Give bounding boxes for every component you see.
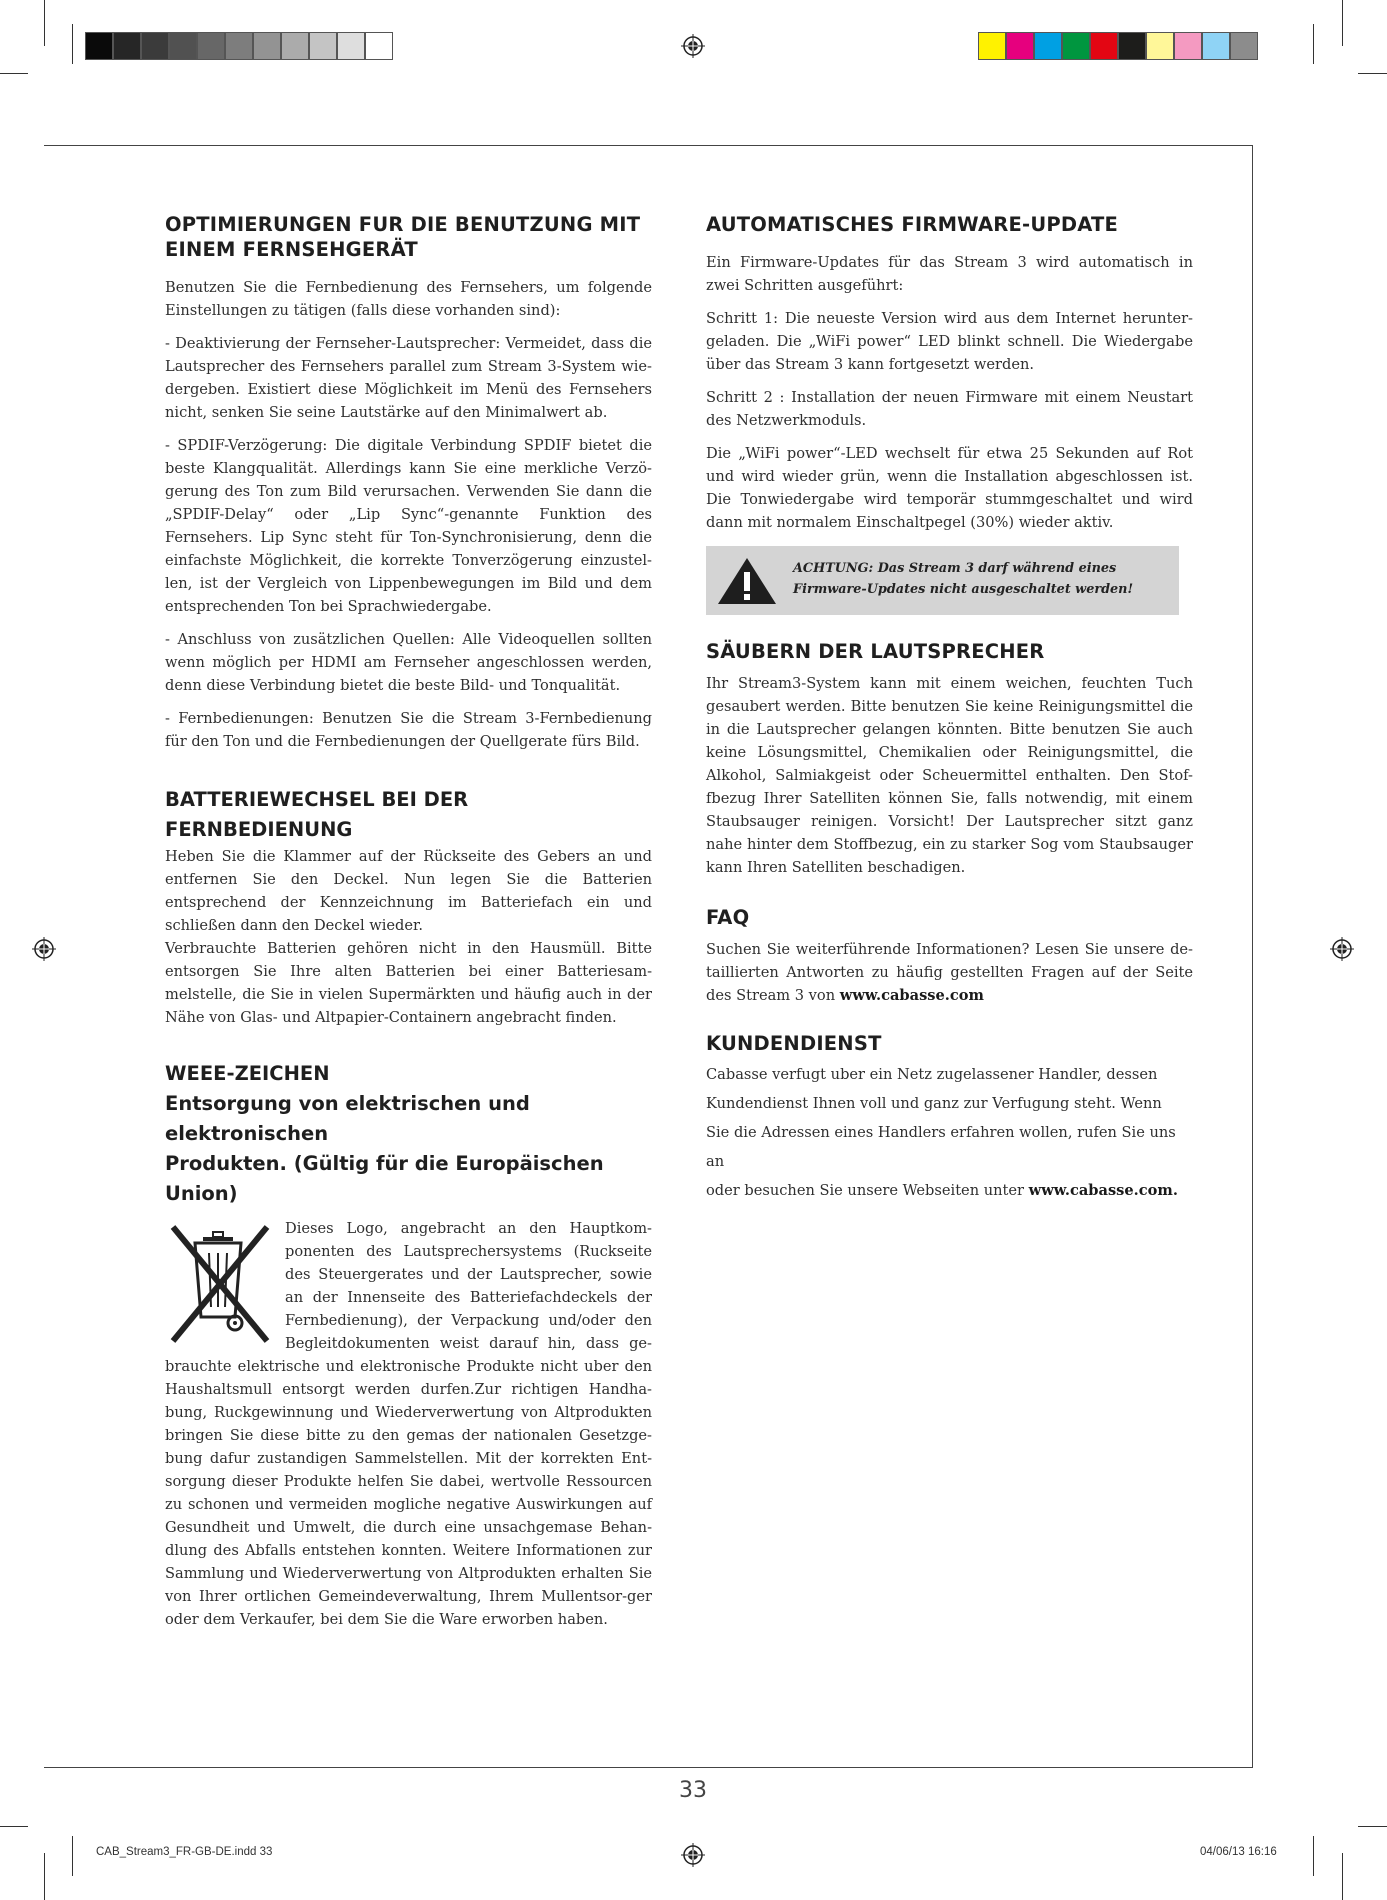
section-weee — [165, 1059, 652, 1631]
registration-mark-icon — [32, 937, 56, 961]
right-column — [706, 212, 1193, 1205]
crop-mark — [1342, 0, 1343, 46]
gray-swatch — [169, 32, 197, 60]
warning-text — [793, 558, 1173, 600]
crop-mark — [72, 1836, 73, 1876]
registration-mark-icon — [1330, 937, 1354, 961]
grayscale-bar — [85, 32, 393, 60]
subtitle-line: Produkten. (Gültig für die Europäischen Union) — [165, 1152, 604, 1205]
section-battery-change — [165, 785, 652, 1029]
paragraph: - SPDIF-Verzögerung: Die digitale Verbindung SPDIF bietet die beste Klangqualität. Allerdings kann Sie eine merkliche Verzö-gerung des Ton zum Bild verursachen. Verwenden Sie dann die „SPDIF-Delay“ oder „Lip Sync“-genannte Funktion des Fernsehers. Lip Sync steht für Ton-Synchronisierung, denn die einfachste Möglichkeit, die korrekte Tonverzögerung einzustel-len, ist der Vergleich von Lippenbewegungen im Bild und dem entsprechenden Ton bei Sprachwiedergabe. — [165, 437, 652, 615]
warning-label: ACHTUNG: — [793, 561, 874, 576]
paragraph: Heben Sie die Klammer auf der Rückseite des Gebers an und entfernen Sie den Deckel. Nun legen Sie die Batterien entsprechend der Kennzeichnung im Batteriefach ein und schließen dann den Deckel wieder. — [165, 848, 652, 934]
paragraph: Dieses Logo, angebracht an den Hauptkom-ponenten des Lautsprechersystems (Ruckseite des Steuergerates und der Lautsprecher, sowie an der Innenseite des Batteriefachdeckels der Fernbedienung), der Verpackung und/oder den Begleitdokumenten weist darauf hin, dass ge-brauchte elektrische und elektronische Produkte nicht uber den Haushaltsmull entsorgt werden durfen.Zur richtigen Handha-bung, Ruckgewinnung und Wiederverwertung von Altprodukten bringen Sie diese bitte zu den gemas der nationalen Gesetzge-bung dafur zustandigen Sammelstellen. Mit der korrekten Ent-sorgung dieser Produkte helfen Sie dabei, wertvolle Ressourcen zu schonen und vermeiden mogliche negative Auswirkungen auf Gesundheit und Umwelt, die durch eine unsachgemase Behan-dlung des Abfalls entstehen konnten. Weitere Informationen zur Sammlung und Wiederverwertung von Altprodukten erhalten Sie von Ihrer ortlichen Gemeindeverwaltung, Ihrem Mullentsor-ger oder dem Verkaufer, bei dem Sie die Ware erworben haben. — [165, 1220, 652, 1628]
crop-mark — [72, 24, 73, 64]
color-swatch — [1174, 32, 1202, 60]
title-line: FERNBEDIENUNG — [165, 818, 353, 841]
gray-swatch — [309, 32, 337, 60]
title-line: BATTERIEWECHSEL BEI DER — [165, 788, 469, 811]
color-swatch — [1146, 32, 1174, 60]
gray-swatch — [197, 32, 225, 60]
website-link[interactable]: www.cabasse.com — [839, 987, 984, 1004]
section-title — [165, 212, 652, 262]
gray-swatch — [141, 32, 169, 60]
warning-box — [706, 546, 1179, 615]
gray-swatch — [85, 32, 113, 60]
crop-mark — [1358, 73, 1387, 74]
section-title: FAQ — [706, 906, 750, 929]
color-swatch — [1062, 32, 1090, 60]
date-slug: 04/06/13 16:16 — [1200, 1846, 1277, 1858]
registration-mark-icon — [681, 34, 705, 58]
section-customer-service — [706, 1031, 1193, 1205]
color-bar — [978, 32, 1258, 60]
paragraph: - Deaktivierung der Fernseher-Lautsprecher: Vermeidet, dass die Lautsprecher des Fernsehers parallel zum Stream 3-System wie-dergeben. Existiert diese Möglichkeit im Menü des Fernsehers nicht, senken Sie seine Lautstärke auf den Minimalwert ab. — [165, 335, 652, 421]
section-tv-optimization — [165, 212, 652, 753]
color-swatch — [1230, 32, 1258, 60]
gray-swatch — [253, 32, 281, 60]
gray-swatch — [225, 32, 253, 60]
paragraph: Schritt 2 : Installation der neuen Firmware mit einem Neustart des Netzwerkmoduls. — [706, 389, 1193, 429]
paragraph: Die „WiFi power“-LED wechselt für etwa 25 Sekunden auf Rot und wird wieder grün, wenn die Installation abgeschlossen ist. Die Tonwiedergabe wird temporär stummgeschaltet und wird dann mit normalem Einschaltpegel (30%) wieder aktiv. — [706, 445, 1193, 531]
section-title: WEEE-ZEICHEN — [165, 1062, 330, 1085]
paragraph: Ein Firmware-Updates für das Stream 3 wird automatisch in zwei Schritten ausgeführt: — [706, 254, 1193, 294]
crossed-bin-icon — [165, 1219, 275, 1349]
service-text: oder besuchen Sie unsere Webseiten unter — [706, 1182, 1029, 1199]
title-line: EINEM FERNSEHGERÄT — [165, 238, 418, 261]
paragraph: Schritt 1: Die neueste Version wird aus dem Internet herunter-geladen. Die „WiFi power“ LED blinkt schnell. Die Wiedergabe über das Stream 3 kann fortgesetzt werden. — [706, 310, 1193, 373]
paragraph: Benutzen Sie die Fernbedienung des Fernsehers, um folgende Einstellungen zu tätigen (falls diese vorhanden sind): — [165, 279, 652, 319]
text-line — [706, 1176, 1193, 1205]
section-title: AUTOMATISCHES FIRMWARE-UPDATE — [706, 213, 1119, 236]
crop-mark — [1313, 24, 1314, 64]
text-line: Sie die Adressen eines Handlers erfahren wollen, rufen Sie uns an — [706, 1124, 1176, 1170]
gray-swatch — [281, 32, 309, 60]
text-line: Kundendienst Ihnen voll und ganz zur Verfugung steht. Wenn — [706, 1095, 1162, 1112]
page-number: 33 — [679, 1778, 707, 1803]
registration-mark-icon — [681, 1843, 705, 1867]
crop-mark — [0, 1826, 28, 1827]
crop-mark — [1313, 1836, 1314, 1876]
section-faq — [706, 905, 1193, 1007]
crop-mark — [0, 73, 28, 74]
section-title: KUNDENDIENST — [706, 1032, 882, 1055]
gray-swatch — [365, 32, 393, 60]
page-frame-top — [44, 145, 1252, 146]
paragraph: Verbrauchte Batterien gehören nicht in den Hausmüll. Bitte entsorgen Sie Ihre alten Batterien bei einer Batteriesam-melstelle, die Sie in vielen Supermärkten und häufig auch in der Nähe von Glas- und Altpapier-Containern angebracht finden. — [165, 940, 652, 1026]
weee-body — [165, 1217, 652, 1631]
section-cleaning — [706, 639, 1193, 879]
text-line: Cabasse verfugt uber ein Netz zugelassener Handler, dessen — [706, 1066, 1158, 1083]
warning-message: Das Stream 3 darf während eines Firmware-Updates nicht ausgeschaltet werden! — [793, 561, 1134, 597]
section-title — [165, 785, 652, 845]
gray-swatch — [113, 32, 141, 60]
subtitle-line: Entsorgung von elektrischen und elektronischen — [165, 1092, 530, 1145]
paragraph: - Anschluss von zusätzlichen Quellen: Alle Videoquellen sollten wenn möglich per HDMI am Fernseher angeschlossen werden, denn diese Verbindung bietet die beste Bild- und Tonqualität. — [165, 631, 652, 694]
color-swatch — [1034, 32, 1062, 60]
section-firmware-update — [706, 212, 1193, 615]
color-swatch — [1202, 32, 1230, 60]
website-link[interactable]: www.cabasse.com. — [1028, 1182, 1178, 1199]
color-swatch — [1090, 32, 1118, 60]
file-slug: CAB_Stream3_FR-GB-DE.indd 33 — [96, 1846, 273, 1858]
crop-mark — [1358, 1826, 1387, 1827]
section-title: SÄUBERN DER LAUTSPRECHER — [706, 640, 1045, 663]
page-frame-bottom — [44, 1767, 1253, 1768]
left-column — [165, 212, 652, 1631]
faq-text: Suchen Sie weiterführende Informationen? Lesen Sie unsere de-taillierten Antworten zu häufig gestellten Fragen auf der Seite des Stream 3 von — [706, 941, 1193, 1004]
color-swatch — [978, 32, 1006, 60]
paragraph: Ihr Stream3-System kann mit einem weichen, feuchten Tuch gesaubert werden. Bitte benutzen Sie keine Reinigungsmittel die in die Lautsprecher gelangen könnten. Bitte benutzen Sie auch keine Lösungsmittel, Chemikalien oder Reinigungsmittel, die Alkohol, Salmiakgeist oder Scheuermittel enthalten. Den Stof-fbezug Ihrer Satelliten können Sie, falls notwendig, mit einem Staubsauger reinigen. Vorsicht! Der Lautsprecher sitzt ganz nahe hinter dem Stoffbezug, ein zu starker Sog vom Staubsauger kann Ihren Satelliten beschadigen. — [706, 675, 1193, 876]
title-line: OPTIMIERUNGEN FUR DIE BENUTZUNG MIT — [165, 213, 641, 236]
section-subtitle — [165, 1089, 652, 1209]
color-swatch — [1118, 32, 1146, 60]
paragraph: - Fernbedienungen: Benutzen Sie die Stream 3-Fernbedienung für den Ton und die Fernbedienungen der Quellgerate fürs Bild. — [165, 710, 652, 750]
crop-mark — [44, 1853, 45, 1900]
paragraph — [706, 938, 1193, 1007]
page-frame-right — [1252, 145, 1253, 1767]
crop-mark — [44, 0, 45, 46]
crop-mark — [1342, 1853, 1343, 1900]
color-swatch — [1006, 32, 1034, 60]
gray-swatch — [337, 32, 365, 60]
warning-triangle-icon — [716, 556, 778, 606]
